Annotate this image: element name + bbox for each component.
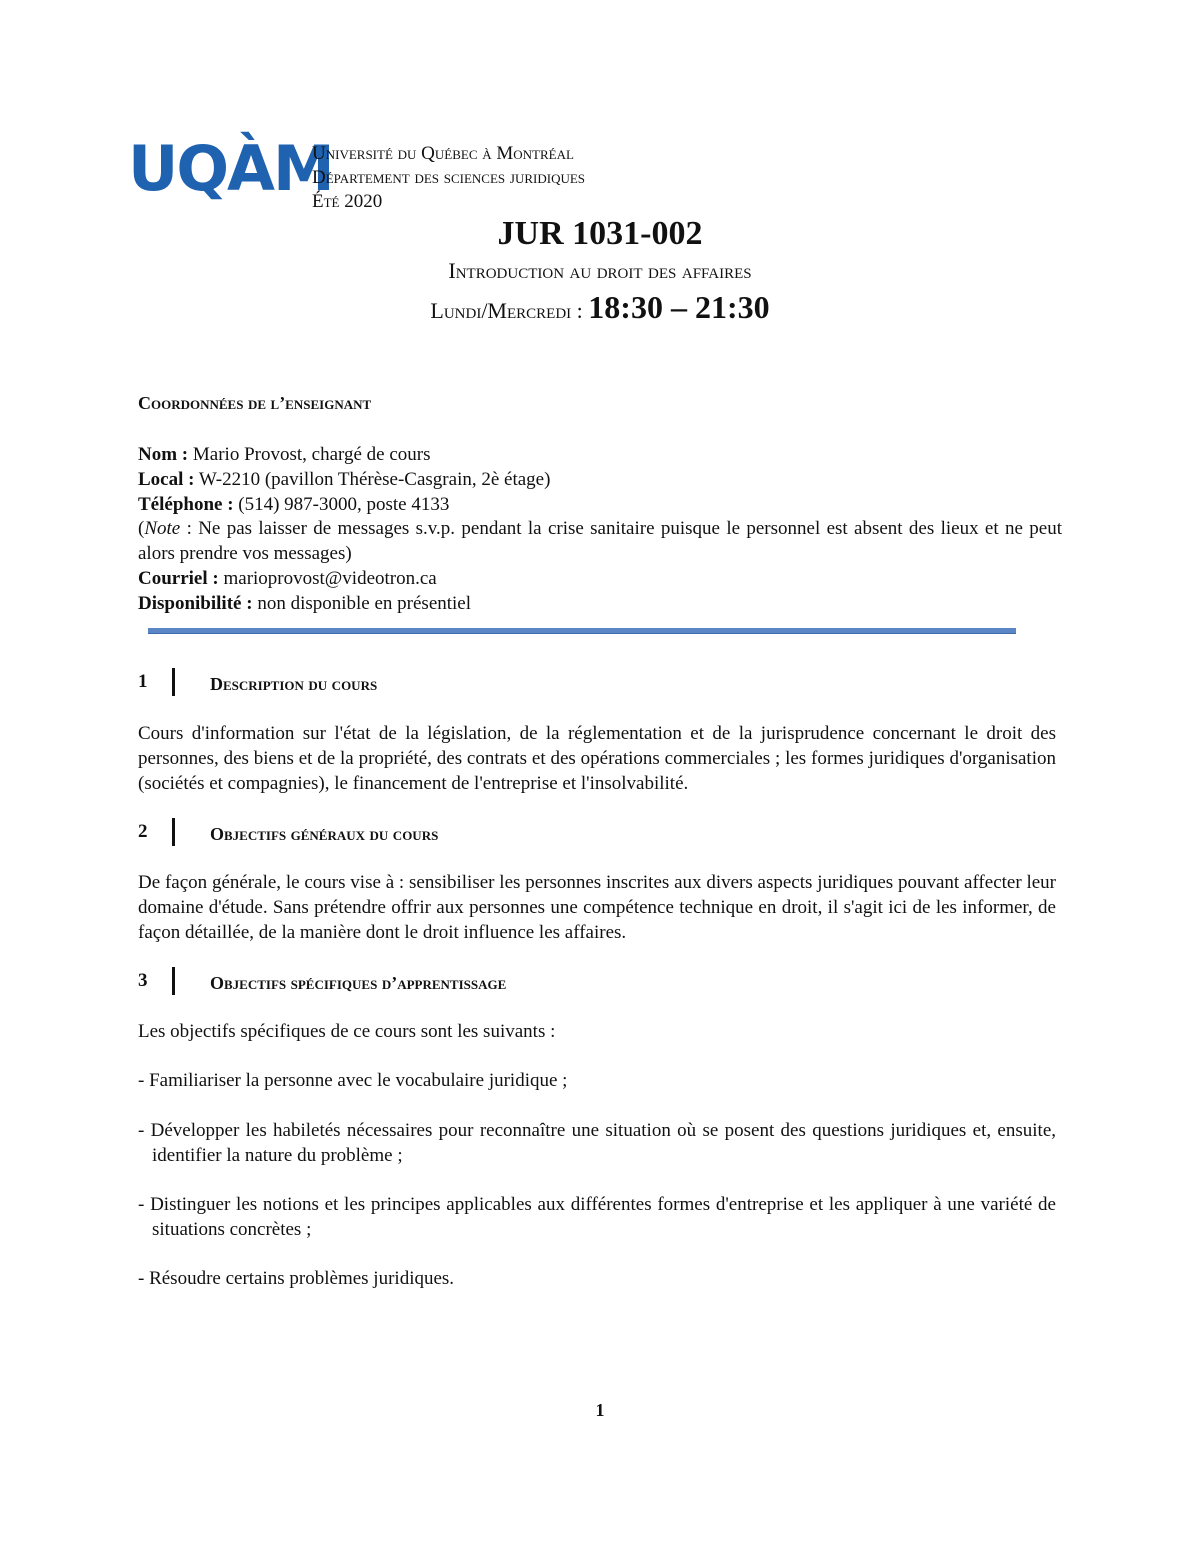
availability-value: non disponible en présentiel [257,592,472,614]
objective-item-2: - Développer les habiletés nécessaires pour reconnaître une situation où se posent des questions juridiques et, ensuite, identifier la nature du problème ; [138,1120,1056,1166]
phone-value: (514) 987-3000, poste 4133 [238,493,450,515]
name-value: Mario Provost, chargé de cours [192,444,431,465]
office-line [138,468,1062,493]
instructor-contact [138,443,1062,617]
section-number: 1 [138,671,148,692]
section-bar [172,668,175,696]
office-label: Local : [138,468,195,490]
availability-label: Disponibilité : [138,592,253,614]
availability-line [138,592,1062,617]
objective-item-3: - Distinguer les notions et les principes applicables aux différentes formes d'entreprise et les appliquer à une variété de situations concrètes ; [138,1194,1056,1240]
schedule-hours: 18:30 – 21:30 [588,289,770,325]
email-label: Courriel : [138,567,219,589]
page-number: 1 [595,1400,605,1420]
course-code: JUR 1031-002 [497,215,703,252]
phone-note: (Note : Ne pas laisser de messages s.v.p. pendant la crise sanitaire puisque le personnel est absent des lieux et ne peut alors prendre vos messages) [138,518,1062,565]
institution-block [312,142,585,214]
section-divider [148,628,1016,634]
section-bar [172,818,175,846]
schedule-days: Lundi/Mercredi : [430,298,583,323]
section-number: 3 [138,970,148,991]
department-name: Département des sciences juridiques [312,167,586,188]
course-schedule [0,288,1200,330]
office-value: W-2210 (pavillon Thérèse-Casgrain, 2è étage) [198,468,551,490]
section-number: 2 [138,821,148,842]
section-1-text: Cours d'information sur l'état de la législation, de la réglementation et de la jurisprudence concernant le droit des personnes, des biens et de la propriété, des contrats et des opérations commerciales ; les formes juridiques d'organisation (sociétés et compagnies), le financement de l'entreprise et l'insolvabilité. [138,723,1056,794]
note-label: Note [144,518,181,540]
section-2-text: De façon générale, le cours vise à : sensibiliser les personnes inscrites aux divers aspects juridiques pouvant affecter leur domaine d'étude. Sans prétendre offrir aux personnes une compétence technique en droit, il s'agit ici de les informer, de façon détaillée, de la manière dont le droit influence les affaires. [138,872,1056,943]
email-line [138,567,1062,592]
email-value[interactable]: marioprovost@videotron.ca [223,567,437,589]
note-text: : Ne pas laisser de messages s.v.p. pendant la crise sanitaire puisque le personnel est absent des lieux et ne peut alors prendre vos messages) [138,518,1062,565]
objective-item-1: - Familiariser la personne avec le vocabulaire juridique ; [138,1070,568,1091]
instructor-name-line [138,443,1062,468]
section-3-intro: Les objectifs spécifiques de ce cours sont les suivants : [138,1021,556,1042]
session-label: Été 2020 [312,191,383,212]
course-title: Introduction au droit des affaires [448,258,752,283]
phone-label: Téléphone : [138,493,234,515]
objective-item-4: - Résoudre certains problèmes juridiques. [138,1268,455,1289]
section-title: Objectifs spécifiques d’apprentissage [210,973,507,993]
uqam-logo: UQÀM [128,132,333,205]
section-bar [172,967,175,995]
university-name: Université du Québec à Montréal [312,143,574,164]
phone-line [138,493,1062,518]
instructor-heading: Coordonnées de l’enseignant [138,393,372,413]
name-label: Nom : [138,444,189,465]
section-title: Objectifs généraux du cours [210,824,439,844]
section-title: Description du cours [210,674,378,694]
